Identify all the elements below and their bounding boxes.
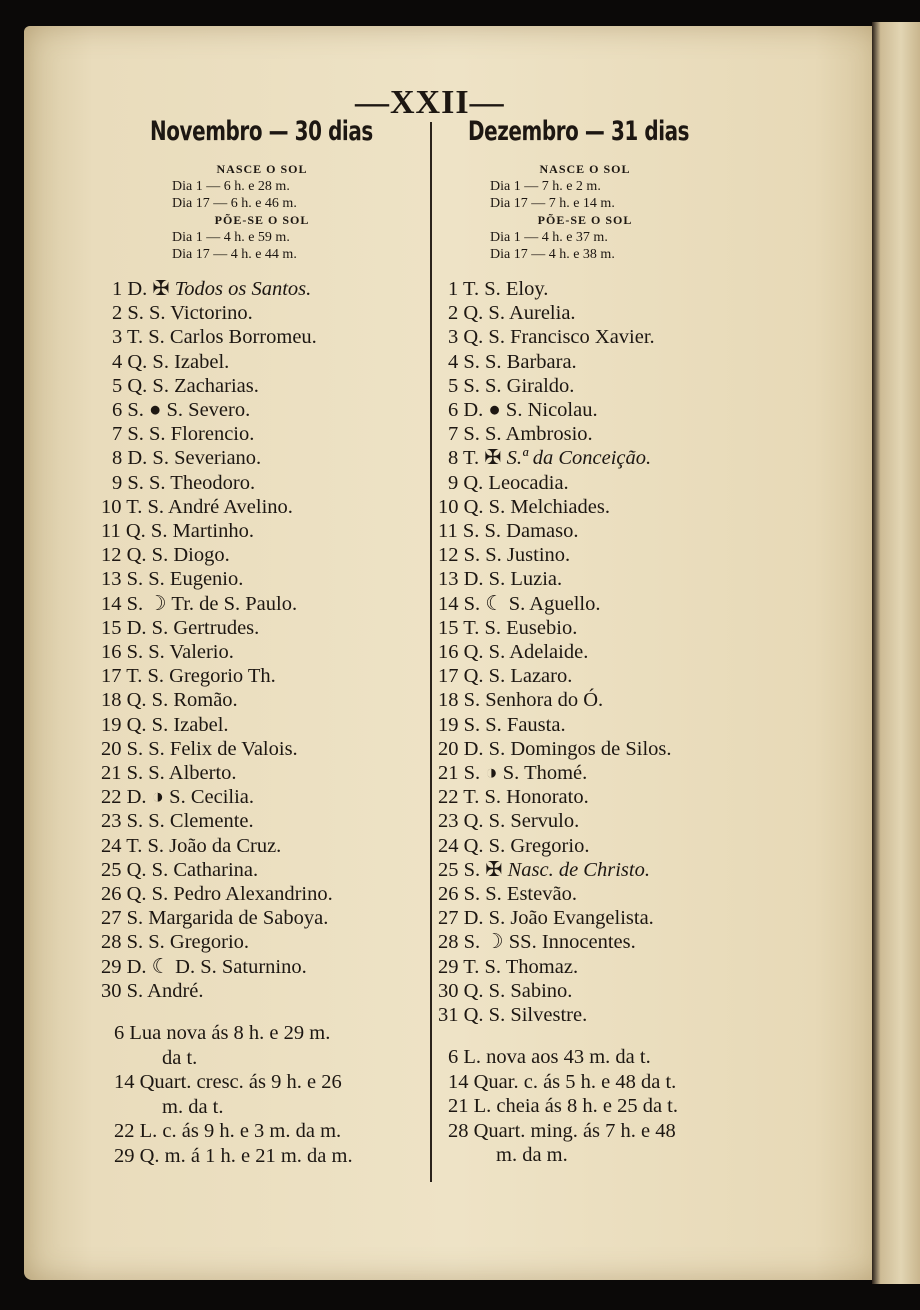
day-entry: 25 Q. S. Catharina. xyxy=(101,858,259,881)
sunrise-header: NASCE O SOL xyxy=(539,162,631,176)
day-entry: 13 S. S. Eugenio. xyxy=(101,568,244,591)
day-entry: 1 D. ✠ Todos os Santos. xyxy=(112,278,312,300)
day-entry: 16 S. S. Valerio. xyxy=(101,641,234,664)
day-entry: 22 T. S. Honorato. xyxy=(438,786,589,809)
day-entry: 6 D. ● S. Nicolau. xyxy=(448,399,598,422)
day-entry: 16 Q. S. Adelaide. xyxy=(438,641,589,664)
day-entry: 10 Q. S. Melchiades. xyxy=(438,495,610,518)
day-entry: 20 D. S. Domingos de Silos. xyxy=(438,737,672,760)
day-entry: 8 D. S. Severiano. xyxy=(112,447,262,470)
day-entry: 28 S. S. Gregorio. xyxy=(101,931,250,954)
day-entry: 21 S. S. Alberto. xyxy=(101,762,237,785)
moon-phase-line: 6 Lua nova ás 8 h. e 29 m. xyxy=(114,1022,331,1045)
november-moon-phases xyxy=(114,1021,430,1168)
day-entry: 7 S. S. Florencio. xyxy=(112,423,255,446)
day-entry: 3 T. S. Carlos Borromeu. xyxy=(112,326,317,349)
day-entry: 10 T. S. André Avelino. xyxy=(101,495,293,518)
sunrise-row: Dia 1 — 7 h. e 2 m. xyxy=(490,179,601,194)
day-entry: 9 S. S. Theodoro. xyxy=(112,471,256,494)
december-title: Dezembro — 31 dias xyxy=(468,116,690,147)
day-entry: 15 D. S. Gertrudes. xyxy=(101,616,260,639)
november-column xyxy=(101,116,430,1168)
moon-phase-line: m. da t. xyxy=(162,1095,224,1118)
day-entry: 19 S. S. Fausta. xyxy=(438,713,566,736)
day-entry: 5 Q. S. Zacharias. xyxy=(112,374,259,397)
day-entry: 29 D. ☾ D. S. Saturnino. xyxy=(101,955,307,978)
sunrise-row: Dia 17 — 6 h. e 46 m. xyxy=(172,196,297,211)
day-entry: 12 Q. S. Diogo. xyxy=(101,544,230,567)
day-entry: 27 D. S. João Evangelista. xyxy=(438,907,654,930)
day-entry: 11 S. S. Damaso. xyxy=(438,520,579,543)
moon-phase-line: 14 Quart. cresc. ás 9 h. e 26 xyxy=(114,1071,342,1094)
december-days xyxy=(440,277,770,1027)
day-entry: 30 Q. S. Sabino. xyxy=(438,979,573,1002)
sunrise-row: Dia 17 — 7 h. e 14 m. xyxy=(490,196,615,211)
day-entry: 4 S. S. Barbara. xyxy=(448,350,577,373)
day-entry: 27 S. Margarida de Saboya. xyxy=(101,907,329,930)
day-entry: 4 Q. S. Izabel. xyxy=(112,350,230,373)
day-entry: 17 Q. S. Lazaro. xyxy=(438,665,573,688)
sunset-row: Dia 17 — 4 h. e 44 m. xyxy=(172,247,297,262)
december-column xyxy=(440,116,770,1168)
moon-phase-line: m. da m. xyxy=(496,1144,568,1167)
day-entry: 21 S. ◑ S. Thomé. xyxy=(438,762,588,785)
day-entry: 14 S. ☾ S. Aguello. xyxy=(438,592,601,615)
moon-phase-line: 29 Q. m. á 1 h. e 21 m. da m. xyxy=(114,1144,353,1167)
feast-name: S.ª da Conceição. xyxy=(506,447,652,470)
day-entry: 18 Q. S. Romão. xyxy=(101,689,238,712)
moon-phase-line: da t. xyxy=(162,1046,198,1069)
feast-name: Todos os Santos. xyxy=(174,278,312,300)
day-entry: 29 T. S. Thomaz. xyxy=(438,955,579,978)
day-entry: 11 Q. S. Martinho. xyxy=(101,520,254,543)
day-entry: 31 Q. S. Silvestre. xyxy=(438,1004,588,1027)
day-entry: 6 S. ● S. Severo. xyxy=(112,399,251,422)
day-entry: 3 Q. S. Francisco Xavier. xyxy=(448,326,655,349)
day-entry: 30 S. André. xyxy=(101,979,204,1002)
november-days xyxy=(101,277,430,1003)
day-entry: 5 S. S. Giraldo. xyxy=(448,374,575,397)
moon-phase-line: 22 L. c. ás 9 h. e 3 m. da m. xyxy=(114,1120,342,1143)
day-entry: 13 D. S. Luzia. xyxy=(438,568,563,591)
november-sun-table xyxy=(172,161,352,263)
december-moon-phases xyxy=(448,1045,770,1168)
sunrise-header: NASCE O SOL xyxy=(216,162,308,176)
sunset-row: Dia 1 — 4 h. e 37 m. xyxy=(490,230,608,245)
day-entry: 26 Q. S. Pedro Alexandrino. xyxy=(101,883,333,906)
sunrise-row: Dia 1 — 6 h. e 28 m. xyxy=(172,179,290,194)
day-entry: 9 Q. Leocadia. xyxy=(448,471,569,494)
day-entry: 23 Q. S. Servulo. xyxy=(438,810,580,833)
moon-phase-line: 21 L. cheia ás 8 h. e 25 da t. xyxy=(448,1095,678,1118)
day-entry: 18 S. Senhora do Ó. xyxy=(438,689,604,712)
november-title: Novembro — 30 dias xyxy=(150,116,373,147)
day-entry: 24 Q. S. Gregorio. xyxy=(438,834,590,857)
december-sun-table xyxy=(490,161,680,263)
moon-phase-line: 14 Quar. c. ás 5 h. e 48 da t. xyxy=(448,1070,677,1093)
day-entry: 20 S. S. Felix de Valois. xyxy=(101,737,298,760)
day-entry: 25 S. ✠ Nasc. de Christo. xyxy=(438,858,650,881)
next-page-edge xyxy=(872,22,920,1284)
page-number: —XXII— xyxy=(355,84,505,121)
moon-phase-line: 28 Quart. ming. ás 7 h. e 48 xyxy=(448,1119,676,1142)
sunset-row: Dia 1 — 4 h. e 59 m. xyxy=(172,230,290,245)
day-entry: 8 T. ✠ S.ª da Conceição. xyxy=(448,447,652,470)
day-entry: 17 T. S. Gregorio Th. xyxy=(101,665,276,688)
day-entry: 2 Q. S. Aurelia. xyxy=(448,302,576,325)
sunset-row: Dia 17 — 4 h. e 38 m. xyxy=(490,247,615,262)
day-entry: 28 S. ☽ SS. Innocentes. xyxy=(438,931,636,954)
day-entry: 15 T. S. Eusebio. xyxy=(438,616,578,639)
sunset-header: PÕE-SE O SOL xyxy=(214,213,310,227)
day-entry: 14 S. ☽ Tr. de S. Paulo. xyxy=(101,592,298,615)
day-entry: 26 S. S. Estevão. xyxy=(438,883,577,906)
day-entry: 22 D. ◑ S. Cecilia. xyxy=(101,786,255,809)
day-entry: 1 T. S. Eloy. xyxy=(448,278,549,300)
day-entry: 7 S. S. Ambrosio. xyxy=(448,423,593,446)
moon-phase-line: 6 L. nova aos 43 m. da t. xyxy=(448,1046,651,1069)
column-divider xyxy=(430,122,432,1182)
sunset-header: PÕE-SE O SOL xyxy=(537,213,633,227)
day-entry: 23 S. S. Clemente. xyxy=(101,810,254,833)
day-entry: 19 Q. S. Izabel. xyxy=(101,713,229,736)
day-entry: 2 S. S. Victorino. xyxy=(112,302,253,325)
day-entry: 24 T. S. João da Cruz. xyxy=(101,834,282,857)
day-entry: 12 S. S. Justino. xyxy=(438,544,571,567)
feast-name: Nasc. de Christo. xyxy=(507,858,650,881)
